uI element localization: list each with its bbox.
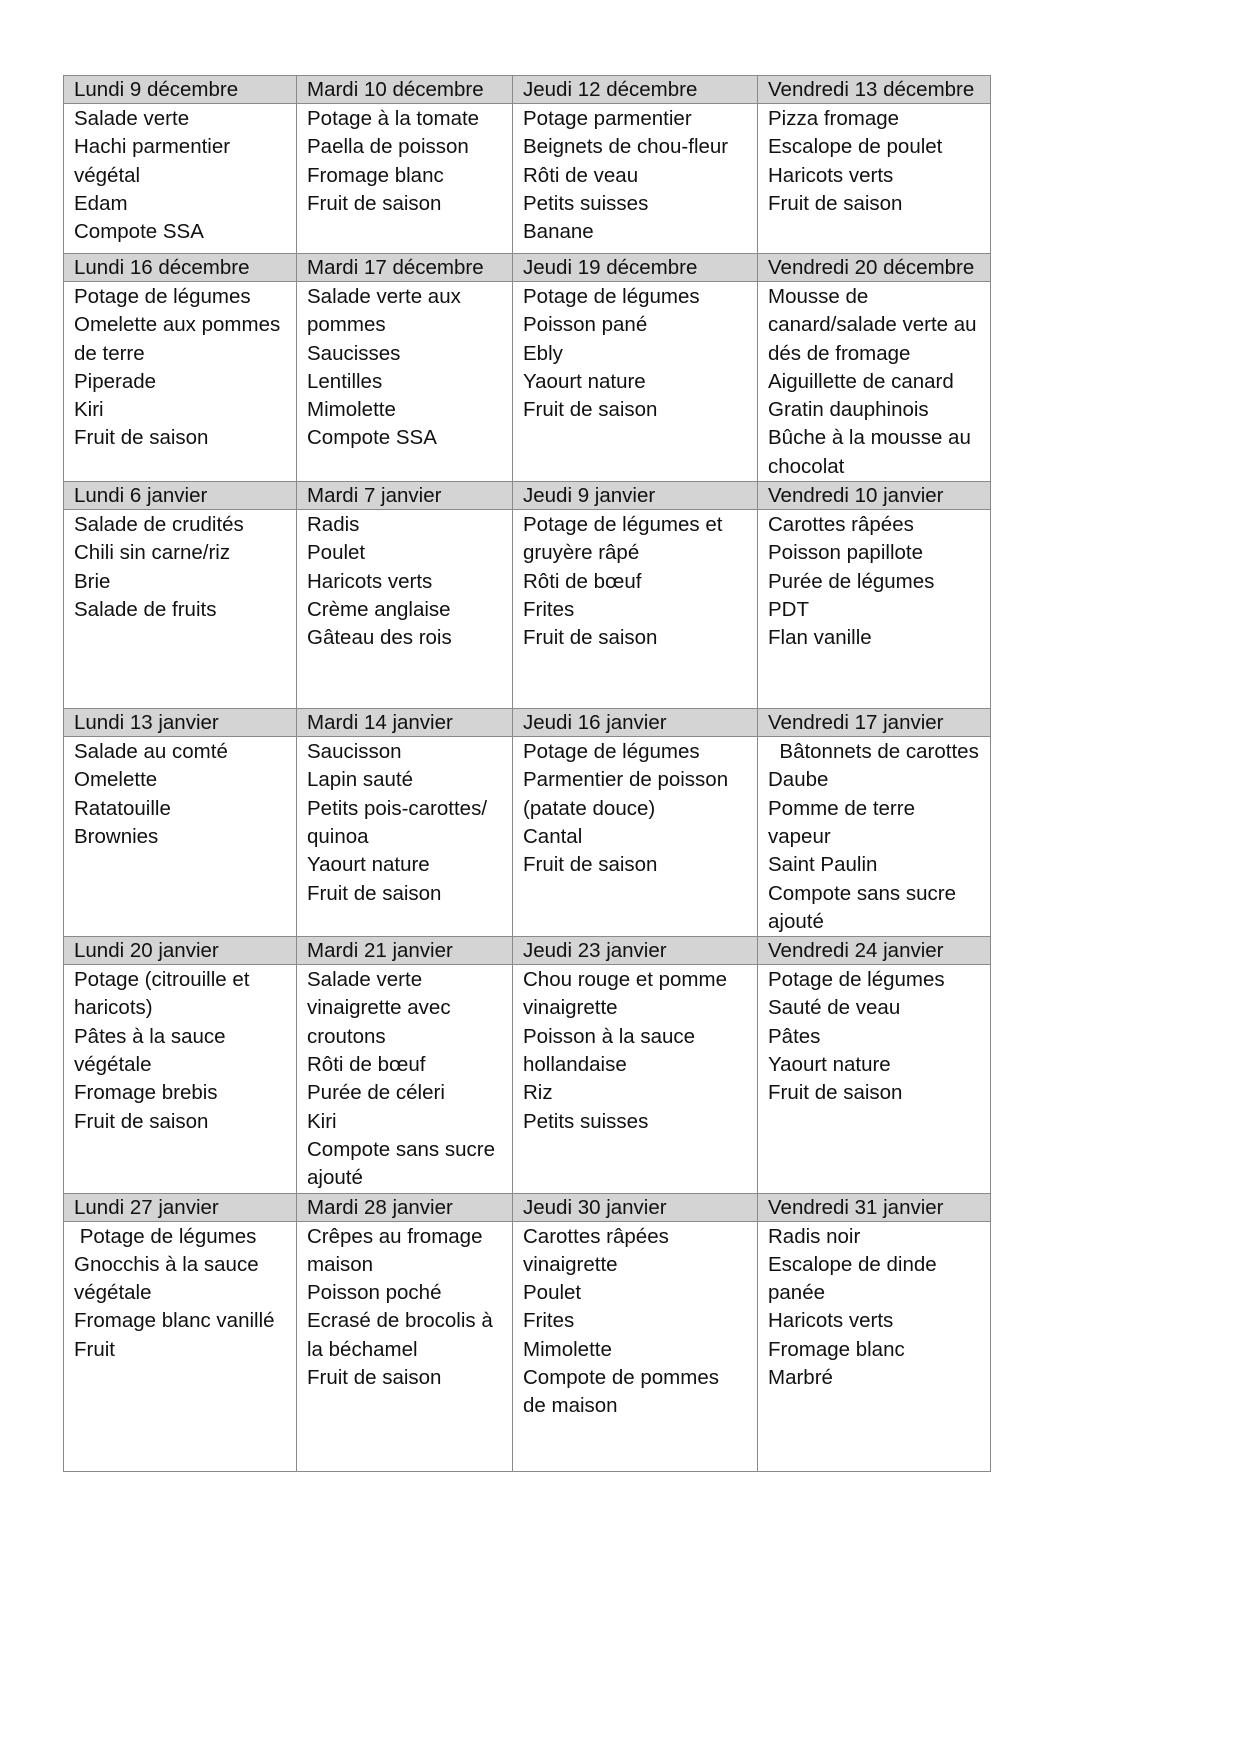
dish: Aiguillette de canard — [768, 369, 954, 393]
dish: Beignets de chou-fleur — [523, 135, 729, 159]
day-header: Vendredi 24 janvier — [758, 937, 991, 965]
dish: Ecrasé de brocolis à la béchamel — [307, 1309, 493, 1361]
dish: Bûche à la mousse au chocolat — [768, 426, 971, 478]
day-header: Vendredi 13 décembre — [758, 76, 991, 104]
dish: Haricots verts — [768, 1309, 894, 1333]
week-header-row — [64, 76, 991, 104]
dish: Omelette — [74, 768, 158, 792]
dish: Brie — [74, 569, 111, 593]
dish: Potage parmentier — [523, 107, 692, 130]
dish: Rôti de veau — [523, 163, 639, 187]
day-header: Jeudi 23 janvier — [513, 937, 758, 965]
dish: Yaourt nature — [307, 853, 430, 877]
dish: Fruit de saison — [307, 881, 442, 905]
day-header: Jeudi 9 janvier — [513, 482, 758, 510]
day-header: Vendredi 10 janvier — [758, 482, 991, 510]
dish: Petits suisses — [523, 1109, 649, 1133]
dish: Piperade — [74, 369, 157, 393]
day-header: Vendredi 31 janvier — [758, 1193, 991, 1221]
dish: Brownies — [74, 824, 159, 848]
dish: Compote SSA — [307, 426, 437, 450]
dish: Fruit de saison — [768, 191, 903, 215]
day-header: Lundi 16 décembre — [64, 254, 297, 282]
dish: Pizza fromage — [768, 107, 900, 130]
dish: Potage de légumes — [523, 740, 700, 764]
day-menu — [64, 282, 297, 482]
dish: Banane — [523, 220, 594, 244]
dish: Potage de légumes — [74, 285, 251, 308]
dish: Saucisson — [307, 740, 402, 764]
day-header: Jeudi 19 décembre — [513, 254, 758, 282]
day-header: Lundi 6 janvier — [64, 482, 297, 510]
dish: Petits pois-carottes/ quinoa — [307, 796, 488, 848]
dish: Poisson pané — [523, 313, 648, 337]
day-header: Lundi 9 décembre — [64, 76, 297, 104]
day-menu — [297, 282, 513, 482]
day-menu — [513, 965, 758, 1193]
dish: Potage à la tomate — [307, 107, 480, 130]
dish: Radis noir — [768, 1224, 861, 1248]
dish: Potage de légumes — [768, 968, 945, 992]
day-menu — [758, 737, 991, 937]
dish: Rôti de bœuf — [307, 1053, 426, 1077]
dish: Fromage blanc vanillé — [74, 1309, 275, 1333]
dish: Marbré — [768, 1366, 833, 1390]
dish: Carottes râpées vinaigrette — [523, 1224, 669, 1276]
week-header-row — [64, 937, 991, 965]
dish: Kiri — [74, 398, 104, 422]
dish: Yaourt nature — [523, 369, 646, 393]
dish: Fromage blanc — [768, 1337, 905, 1361]
dish: Cantal — [523, 824, 583, 848]
dish: Purée de légumes PDT — [768, 569, 935, 621]
dish: Mimolette — [307, 398, 396, 422]
dish: Riz — [523, 1081, 553, 1105]
dish: Compote sans sucre ajouté — [768, 881, 957, 933]
day-header: Vendredi 20 décembre — [758, 254, 991, 282]
week-header-row — [64, 1193, 991, 1221]
dish: Salade verte aux pommes — [307, 285, 461, 337]
week-menu-row — [64, 737, 991, 937]
day-header: Jeudi 12 décembre — [513, 76, 758, 104]
dish: Pâtes — [768, 1024, 821, 1048]
dish: Fruit de saison — [523, 398, 658, 422]
dish: Gnocchis à la sauce végétale — [74, 1252, 259, 1305]
dish: Paella de poisson — [307, 135, 469, 159]
dish: Poisson papillote — [768, 541, 923, 565]
dish: Pomme de terre vapeur — [768, 796, 915, 848]
week-menu-row — [64, 1221, 991, 1471]
dish: Ebly — [523, 341, 563, 365]
dish: Daube — [768, 768, 829, 792]
dish: Flan vanille — [768, 626, 872, 650]
day-menu — [758, 965, 991, 1193]
dish: Poulet — [523, 1281, 582, 1305]
day-menu — [64, 1221, 297, 1471]
dish: Salade verte — [74, 107, 190, 130]
dish: Potage de légumes — [523, 285, 700, 308]
dish: Potage de légumes et gruyère râpé — [523, 513, 723, 565]
dish: Pâtes à la sauce végétale — [74, 1024, 226, 1077]
dish: Sauté de veau — [768, 996, 901, 1020]
dish: Crêpes au fromage maison — [307, 1224, 483, 1276]
dish: Fruit de saison — [523, 626, 658, 650]
day-header: Mardi 10 décembre — [297, 76, 513, 104]
dish: Salade de fruits — [74, 597, 217, 621]
dish: Salade de crudités — [74, 513, 244, 537]
dish: Saucisses — [307, 341, 401, 365]
dish: Fruit de saison — [307, 191, 442, 215]
dish: Potage (citrouille et haricots) — [74, 968, 250, 1020]
dish: Compote SSA — [74, 220, 204, 244]
day-menu — [64, 104, 297, 254]
dish: Fruit de saison — [74, 1109, 209, 1133]
dish: Fromage blanc — [307, 163, 444, 187]
week-menu-row — [64, 282, 991, 482]
week-menu-row — [64, 965, 991, 1193]
day-menu — [297, 510, 513, 709]
dish: Hachi parmentier végétal — [74, 135, 231, 187]
dish: Poisson à la sauce hollandaise — [523, 1024, 696, 1077]
dish: Gratin dauphinois — [768, 398, 929, 422]
dish: Petits suisses — [523, 191, 649, 215]
day-menu — [64, 510, 297, 709]
dish: Frites — [523, 1309, 575, 1333]
dish: Radis — [307, 513, 360, 537]
dish: Fruit de saison — [74, 426, 209, 450]
dish: Bâtonnets de carottes — [768, 740, 979, 764]
day-menu — [64, 737, 297, 937]
dish: Salade au comté — [74, 740, 228, 764]
day-header: Jeudi 16 janvier — [513, 709, 758, 737]
dish: Fruit — [74, 1337, 115, 1361]
dish: Potage de légumes — [74, 1224, 257, 1248]
day-header: Mardi 14 janvier — [297, 709, 513, 737]
day-menu — [758, 510, 991, 709]
day-header: Jeudi 30 janvier — [513, 1193, 758, 1221]
dish: Carottes râpées — [768, 513, 914, 537]
menu-table-body — [64, 76, 991, 1472]
dish: Edam — [74, 191, 128, 215]
day-menu — [513, 282, 758, 482]
week-header-row — [64, 482, 991, 510]
day-menu — [758, 282, 991, 482]
day-menu — [297, 104, 513, 254]
day-header: Lundi 13 janvier — [64, 709, 297, 737]
day-header: Lundi 27 janvier — [64, 1193, 297, 1221]
dish: Compote sans sucre ajouté — [307, 1137, 496, 1190]
day-header: Mardi 7 janvier — [297, 482, 513, 510]
dish: Fruit de saison — [768, 1081, 903, 1105]
dish: Mousse de canard/salade verte au dés de fromage — [768, 285, 977, 365]
day-menu — [297, 965, 513, 1193]
day-menu — [64, 965, 297, 1193]
dish: Purée de céleri — [307, 1081, 445, 1105]
day-menu — [758, 104, 991, 254]
dish: Poisson poché — [307, 1281, 442, 1305]
dish: Yaourt nature — [768, 1053, 891, 1077]
dish: Kiri — [307, 1109, 337, 1133]
dish: Haricots verts — [307, 569, 433, 593]
dish: Haricots verts — [768, 163, 894, 187]
week-menu-row — [64, 510, 991, 709]
day-header: Mardi 21 janvier — [297, 937, 513, 965]
dish: Escalope de poulet — [768, 135, 943, 159]
menu-table — [63, 75, 991, 1472]
dish: Ratatouille — [74, 796, 171, 820]
week-menu-row — [64, 104, 991, 254]
week-header-row — [64, 254, 991, 282]
dish: Frites — [523, 597, 575, 621]
day-menu — [297, 1221, 513, 1471]
dish: Omelette aux pommes de terre — [74, 313, 281, 365]
dish: Crème anglaise — [307, 597, 451, 621]
dish: Gâteau des rois — [307, 626, 452, 650]
day-header: Vendredi 17 janvier — [758, 709, 991, 737]
dish: Lapin sauté — [307, 768, 414, 792]
dish: Rôti de bœuf — [523, 569, 642, 593]
dish: Escalope de dinde panée — [768, 1252, 937, 1305]
day-header: Mardi 28 janvier — [297, 1193, 513, 1221]
dish: Poulet — [307, 541, 366, 565]
dish: Compote de pommes de maison — [523, 1366, 719, 1418]
dish: Mimolette — [523, 1337, 612, 1361]
day-menu — [297, 737, 513, 937]
week-header-row — [64, 709, 991, 737]
day-header: Lundi 20 janvier — [64, 937, 297, 965]
dish: Fruit de saison — [523, 853, 658, 877]
day-menu — [758, 1221, 991, 1471]
day-header: Mardi 17 décembre — [297, 254, 513, 282]
day-menu — [513, 104, 758, 254]
day-menu — [513, 737, 758, 937]
dish: Parmentier de poisson (patate douce) — [523, 768, 729, 820]
day-menu — [513, 510, 758, 709]
day-menu — [513, 1221, 758, 1471]
dish: Salade verte vinaigrette avec croutons — [307, 968, 451, 1048]
dish: Chou rouge et pomme vinaigrette — [523, 968, 727, 1020]
dish: Lentilles — [307, 369, 383, 393]
dish: Fromage brebis — [74, 1081, 218, 1105]
dish: Chili sin carne/riz — [74, 541, 231, 565]
dish: Saint Paulin — [768, 853, 878, 877]
dish: Fruit de saison — [307, 1366, 442, 1390]
